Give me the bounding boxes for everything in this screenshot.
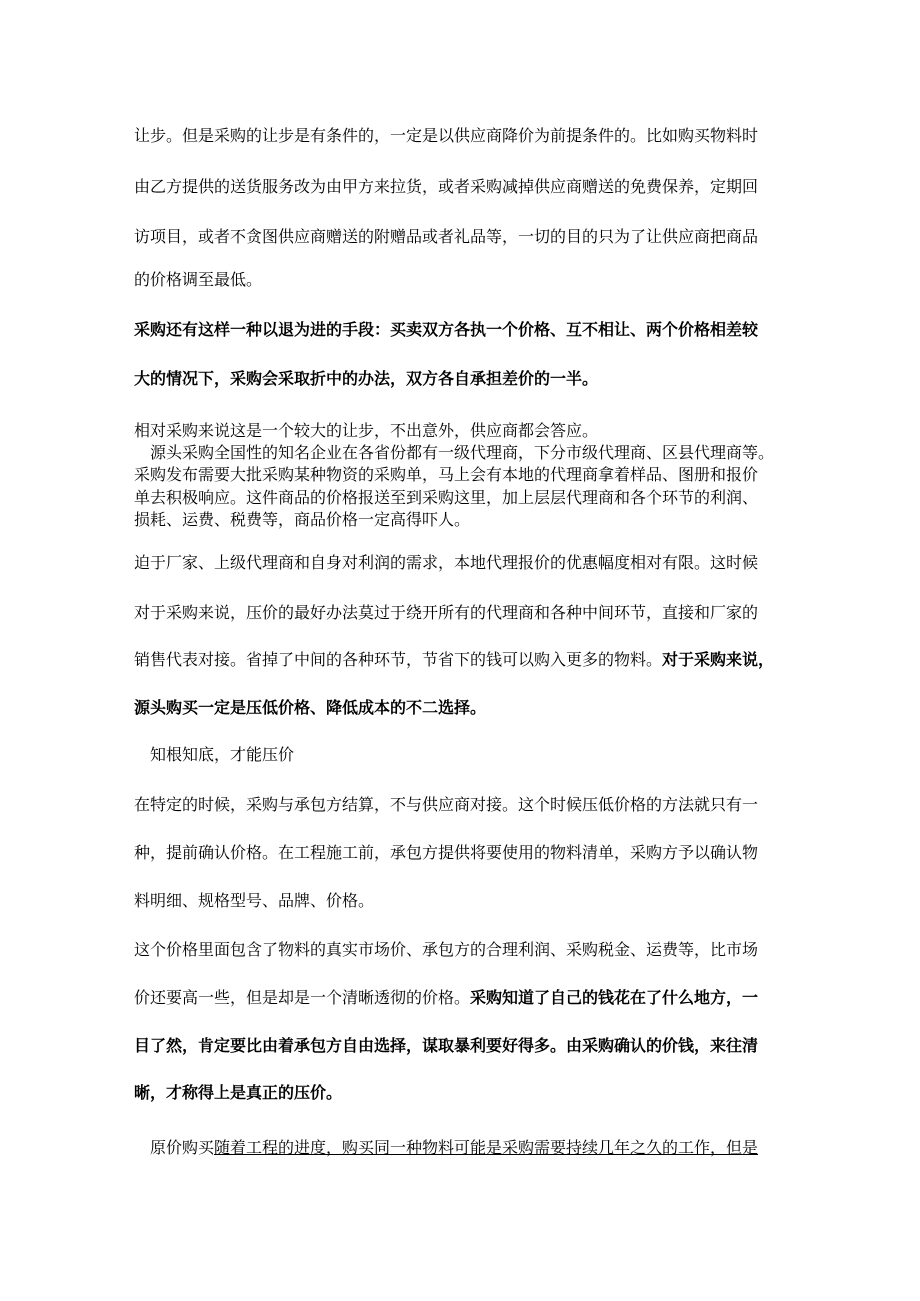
paragraph-line: 的价格调至最低。 — [134, 270, 263, 289]
paragraph-line: 种，提前确认价格。在工程施工前，承包方提供将要使用的物料清单，采购方予以确认物 — [134, 843, 759, 862]
bold-text-run: 采购知道了自己的钱花在了什么地方，一 — [470, 988, 759, 1007]
paragraph-line: 单去积极响应。这件商品的价格报送至到采购这里，加上层层代理商和各个环节的利润、 — [134, 488, 759, 507]
text-run: 销售代表对接。省掉了中间的各种环节，节省下的钱可以购入更多的物料。 — [134, 650, 663, 669]
bold-paragraph-line: 源头购买一定是压低价格、降低成本的不二选择。 — [134, 698, 487, 717]
bold-paragraph-line: 采购还有这样一种以退为进的手段：买卖双方各执一个价格、互不相让、两个价格相差较 — [134, 320, 759, 339]
paragraph-line: 这个价格里面包含了物料的真实市场价、承包方的合理利润、采购税金、运费等，比市场 — [134, 940, 759, 959]
text-run: 价还要高一些，但是却是一个清晰透彻的价格。 — [134, 988, 471, 1007]
bold-paragraph-line: 晰，才称得上是真正的压价。 — [134, 1083, 343, 1102]
text-run: 原价购买 — [150, 1138, 215, 1157]
paragraph-line — [134, 988, 758, 1008]
paragraph-line: 由乙方提供的送货服务改为由甲方来拉货，或者采购减掉供应商赠送的免费保养，定期回 — [134, 177, 759, 196]
bold-text-run: 对于采购来说， — [662, 650, 775, 669]
paragraph-line: 采购发布需要大批采购某种物资的采购单，马上会有本地的代理商拿着样品、图册和报价 — [134, 465, 759, 484]
paragraph-line: 料明细、规格型号、品牌、价格。 — [134, 891, 375, 910]
underlined-text-run: 随着工程的进度，购买同一种物料可能是采购需要持续几年之久的工作，但是 — [214, 1138, 759, 1157]
paragraph-line: 让步。但是采购的让步是有条件的，一定是以供应商降价为前提条件的。比如购买物料时 — [134, 126, 759, 145]
paragraph-line: 相对采购来说这是一个较大的让步，不出意外，供应商都会答应。 — [134, 421, 599, 440]
paragraph-line: 访项目，或者不贪图供应商赠送的附赠品或者礼品等，一切的目的只为了让供应商把商品 — [134, 227, 759, 246]
paragraph-line: 损耗、运费、税费等，商品价格一定高得吓人。 — [134, 510, 471, 529]
paragraph-line: 在特定的时候，采购与承包方结算，不与供应商对接。这个时候压低价格的方法就只有一 — [134, 795, 759, 814]
bold-paragraph-line: 目了然，肯定要比由着承包方自由选择，谋取暴利要好得多。由采购确认的价钱，来往清 — [134, 1036, 759, 1055]
paragraph-line — [150, 1138, 758, 1158]
paragraph-line: 源头采购全国性的知名企业在各省份都有一级代理商，下分市级代理商、区县代理商等。 — [150, 443, 775, 462]
bold-paragraph-line: 大的情况下，采购会采取折中的办法，双方各自承担差价的一半。 — [134, 369, 599, 388]
section-heading: 知根知底，才能压价 — [150, 745, 295, 764]
paragraph-line: 对于采购来说，压价的最好办法莫过于绕开所有的代理商和各种中间环节，直接和厂家的 — [134, 603, 759, 622]
paragraph-line — [134, 650, 774, 670]
paragraph-line: 迫于厂家、上级代理商和自身对利润的需求，本地代理报价的优惠幅度相对有限。这时候 — [134, 553, 759, 572]
